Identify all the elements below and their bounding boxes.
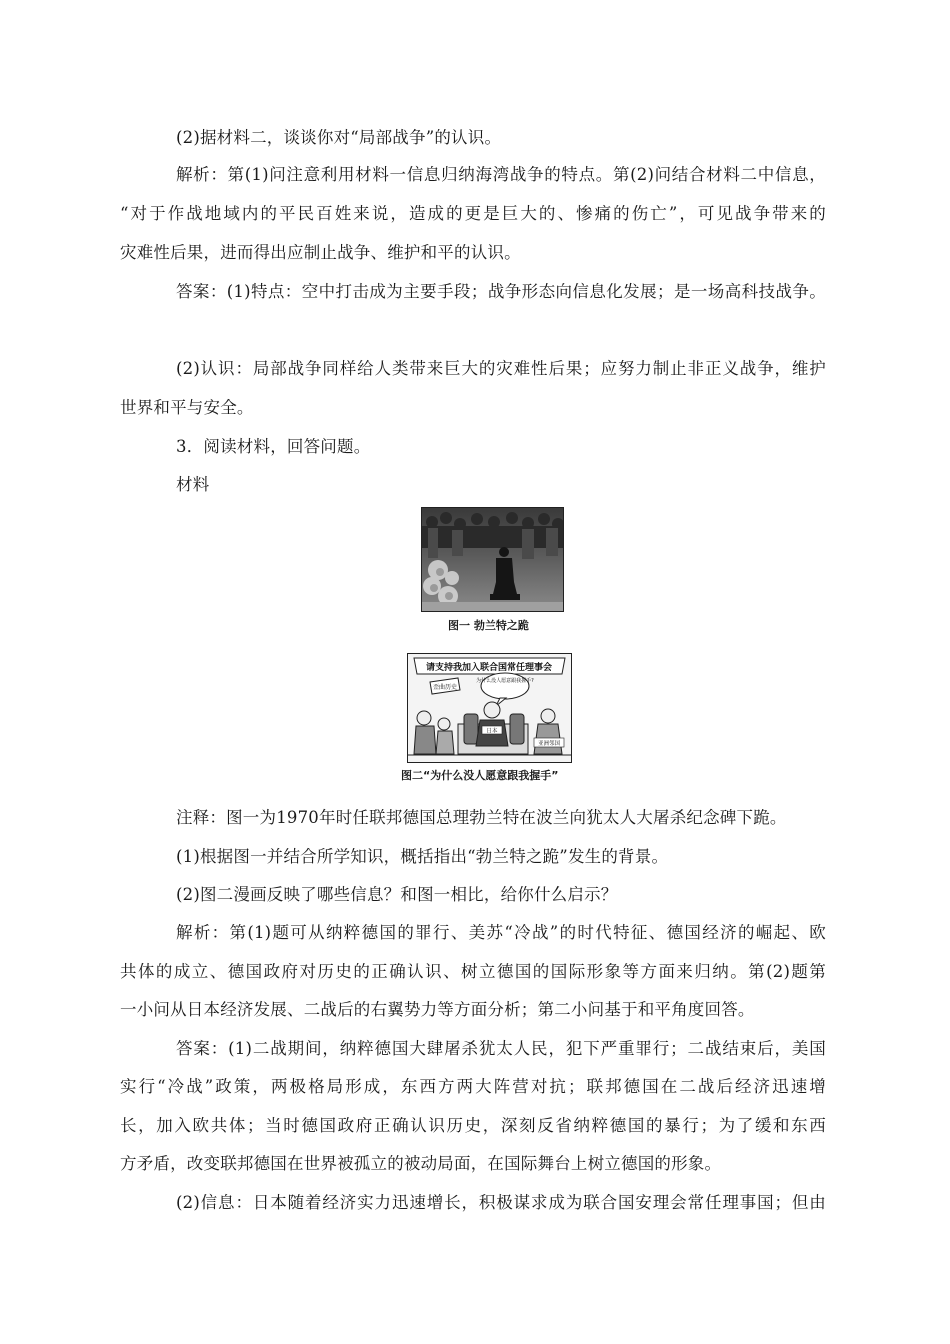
answer-3-line-2: 实行“冷战”政策，两极格局形成，东西方两大阵营对抗；联邦德国在二战后经济迅速增 <box>120 1077 826 1096</box>
analysis-line-1: 解析：第(1)问注意利用材料一信息归纳海湾战争的特点。第(2)问结合材料二中信息， <box>176 165 826 184</box>
question-2-text: (2)据材料二，谈谈你对“局部战争”的认识。 <box>176 128 502 147</box>
analysis-line-2: “对于作战地域内的平民百姓来说，造成的更是巨大的、惨痛的伤亡”，可见战争带来的 <box>120 204 826 223</box>
answer-3-line-1: 答案：(1)二战期间，纳粹德国大肆屠杀犹太人民，犯下严重罪行；二战结束后，美国 <box>176 1039 826 1058</box>
answer-3-line-4: 方矛盾，改变联邦德国在世界被孤立的被动局面，在国际舞台上树立德国的形象。 <box>120 1154 722 1173</box>
cartoon-bubble-text: 为什么没人愿意跟我握手? <box>476 678 534 684</box>
figure-2-cartoon <box>407 653 572 763</box>
figure-1-photo <box>421 507 564 612</box>
answer-3-line-3: 长，加入欧共体；当时德国政府正确认识历史，深刻反省纳粹德国的暴行；为了缓和东西 <box>120 1116 826 1135</box>
answer-2-line-1: (2)认识：局部战争同样给人类带来巨大的灾难性后果；应努力制止非正义战争，维护 <box>176 359 826 378</box>
analysis-3-line-3: 一小问从日本经济发展、二战后的右翼势力等方面分析；第二小问基于和平角度回答。 <box>120 1000 755 1019</box>
question-3-2: (2)图二漫画反映了哪些信息？和图一相比，给你什么启示？ <box>176 885 618 904</box>
material-label: 材料 <box>176 475 210 494</box>
analysis-line-3: 灾难性后果，进而得出应制止战争、维护和平的认识。 <box>120 243 521 262</box>
cartoon-banner-text: 请支持我加入联合国常任理事会 <box>425 663 553 673</box>
analysis-3-line-1: 解析：第(1)题可从纳粹德国的罪行、美苏“冷战”的时代特征、德国经济的崛起、欧 <box>176 923 826 942</box>
analysis-3-line-2: 共体的成立、德国政府对历史的正确认识、树立德国的国际形象等方面来归纳。第(2)题第 <box>120 962 826 981</box>
question-3-1: (1)根据图一并结合所学知识，概括指出“勃兰特之跪”发生的背景。 <box>176 847 669 866</box>
answer-1-line: 答案：(1)特点：空中打击成为主要手段；战争形态向信息化发展；是一场高科技战争。 <box>176 282 826 301</box>
question-3-heading: 3．阅读材料，回答问题。 <box>176 437 371 456</box>
answer-2-line-2: 世界和平与安全。 <box>120 398 254 417</box>
answer-3-2-line-1: (2)信息：日本随着经济实力迅速增长，积极谋求成为联合国安理会常任理事国；但由 <box>176 1193 826 1212</box>
cartoon-tag-left: 歪曲历史 <box>432 684 458 691</box>
note-line: 注释：图一为1970年时任联邦德国总理勃兰特在波兰向犹太人大屠杀纪念碑下跪。 <box>176 808 787 827</box>
figure-2-caption: 图二“为什么没人愿意跟我握手” <box>401 769 559 782</box>
figure-1-caption: 图一 勃兰特之跪 <box>448 619 529 632</box>
kneeling-photo-image <box>422 508 563 611</box>
cartoon-tag-right: 亚洲邻国 <box>537 741 561 747</box>
cartoon-tag-center: 日本 <box>486 728 498 735</box>
cartoon-image <box>408 654 571 762</box>
